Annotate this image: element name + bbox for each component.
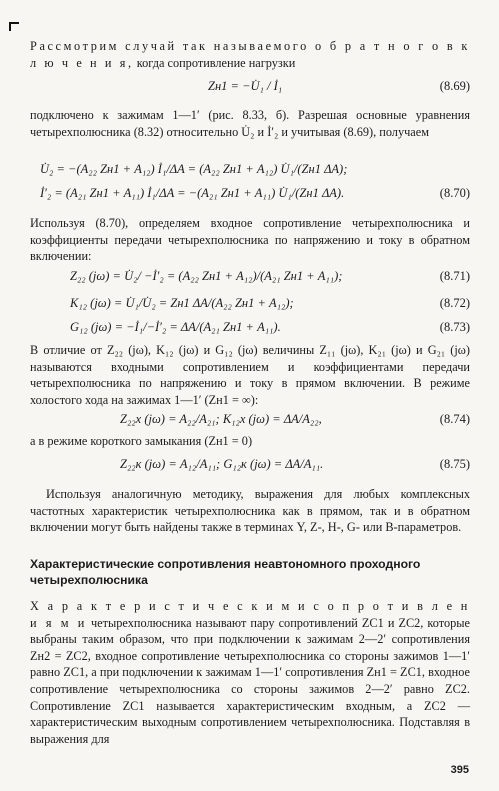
corner-mark-icon [8, 20, 20, 32]
page-number: 395 [450, 764, 469, 776]
equation-formula: Z₂₂к (jω) = A₁₂/A₁₁; G₁₂к (jω) = ΔA/A₁₁. [120, 457, 324, 471]
emphasis-reverse-connection: Рассмотрим случай так называемого о б р а т н о г о в к л ю ч е н и я, [30, 39, 470, 70]
equation-formula: U̇₂ = −(A₂₂ Zн1 + A₁₂) İ₁/ΔA = (A₂₂ Zн1 + A₁₂) U̇₁/(Zн1 ΔA); [40, 162, 348, 176]
paragraph-short-circuit: а в режиме короткого замыкания (Zн1 = 0) [30, 434, 253, 448]
equation-8-74 [30, 410, 470, 428]
paragraph-text: четырехполюсника называют пару сопротивлений ZC1 и ZC2, которые выбраны таким образом, что при подключении к зажимам 2—2′ сопротивления Zн2 = ZC2, входное сопротивление четырехполюсника со стороны зажимов 1—1′ равно ZC1, а при подключении к зажимам 1—1′ сопротивления Zн1 = ZC1, входное сопротивление четырехполюсника со стороны зажимов 2—2′ равно ZC2. Сопротивление ZC1 называется характеристическим входным, а ZC2 — характеристическим выходным сопротивлением четырехполюсника. Подставляя в выражения для [30, 615, 470, 746]
equation-8-70-a [30, 160, 470, 178]
equation-number: (8.75) [439, 457, 470, 471]
equation-formula: Z₂₂x (jω) = A₂₂/A₂₁; K₁₂x (jω) = ΔA/A₂₂, [120, 412, 322, 426]
equation-8-75 [30, 455, 470, 473]
equation-8-69 [30, 77, 470, 95]
equation-formula: İ′₂ = (A₂₁ Zн1 + A₁₁) İ₁/ΔA = −(A₂₁ Zн1 + A₁₁) U̇₁/(Zн1 ΔA). [40, 186, 345, 200]
equation-formula: G₁₂ (jω) = −İ₁/−İ′₂ = ΔA/(A₂₁ Zн1 + A₁₁). [70, 320, 281, 334]
equation-number: (8.73) [439, 320, 470, 334]
equation-8-72 [30, 294, 470, 312]
emphasis-characteristic-impedances: Х а р а к т е р и с т и ч е с к и м и с о п р о т и в л е н и я м и [30, 599, 470, 630]
paragraph-methodology: Используя аналогичную методику, выражения для любых комплексных частотных характеристик четырехполюсника как в прямом, так и в обратном включении могут быть найдены также в терминах Y, Z-, H-, G- или B-параметров. [30, 487, 470, 535]
paragraph-text: когда сопротивление нагрузки [133, 55, 296, 70]
paragraph-solving-equations: подключено к зажимам 1—1′ (рис. 8.33, б). Разрешая основные уравнения четырехполюсника (8.32) относительно U̇₂ и İ′₂ и учитывая (8.69), получаем [30, 108, 470, 139]
equation-8-73 [30, 318, 470, 336]
paragraph-reverse-connection [30, 38, 470, 71]
equation-8-71 [30, 267, 470, 285]
equation-number: (8.70) [439, 186, 470, 200]
equation-formula: Zн1 = −U̇₁ / İ₁ [208, 79, 283, 93]
equation-number: (8.69) [439, 79, 470, 93]
paragraph-characteristic-impedance [30, 598, 470, 747]
equation-number: (8.74) [439, 412, 470, 426]
paragraph-direct-connection: В отличие от Z₂₂ (jω), K₁₂ (jω) и G₁₂ (jω) величины Z₁₁ (jω), K₂₁ (jω) и G₂₁ (jω) называются входными сопротивлением и коэффициентами передачи четырехполюсника по напряжению и току в прямом включении. В режиме холостого хода на зажимах 1—1′ (Zн1 = ∞): [30, 343, 470, 407]
equation-number: (8.72) [439, 296, 470, 310]
equation-formula: K₁₂ (jω) = U̇₁/U̇₂ = Zн1 ΔA/(A₂₂ Zн1 + A₁₂); [70, 296, 294, 310]
paragraph-input-impedance: Используя (8.70), определяем входное сопротивление четырехполюсника и коэффициенты передачи четырехполюсника по напряжению и току в обратном включении: [30, 216, 470, 264]
equation-8-70-b [30, 184, 470, 202]
equation-formula: Z₂₂ (jω) = U̇₂/ −İ′₂ = (A₂₂ Zн1 + A₁₂)/(A₂₁ Zн1 + A₁₁); [70, 269, 343, 283]
section-heading: Характеристические сопротивления неавтономного проходного четырехполюсника [30, 557, 421, 587]
equation-number: (8.71) [439, 269, 470, 283]
